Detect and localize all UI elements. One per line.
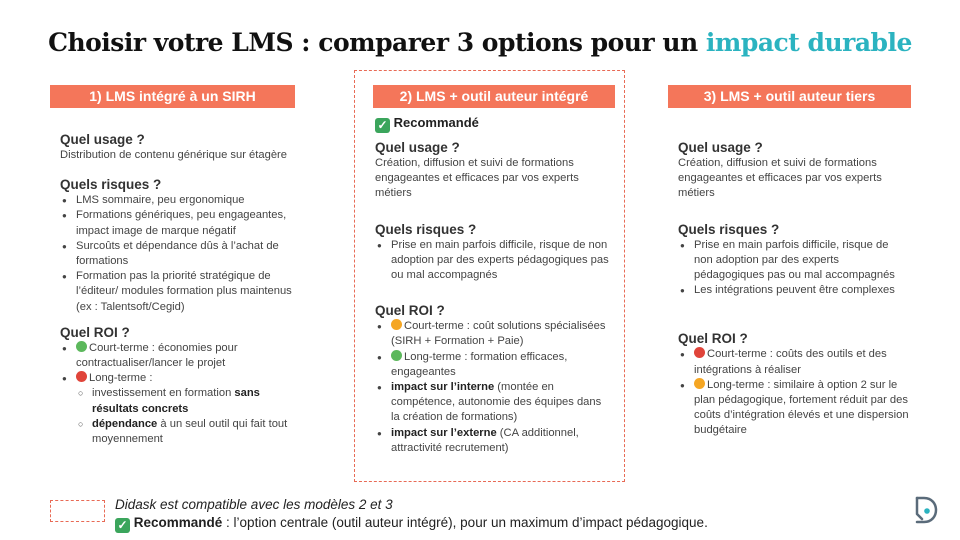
green-circle-icon bbox=[76, 341, 87, 352]
col3-roi-title: Quel ROI ? bbox=[678, 331, 748, 347]
checkmark-icon: ✓ bbox=[375, 118, 390, 133]
title-accent: impact durable bbox=[705, 28, 912, 57]
checkmark-icon: ✓ bbox=[115, 518, 130, 533]
legend-dashed-swatch bbox=[50, 500, 105, 522]
col2-roi-list bbox=[375, 319, 610, 456]
list-item: ● Les intégrations peuvent être complexes bbox=[678, 283, 910, 298]
list-item: ● Prise en main parfois difficile, risque de non adoption par des experts pédagogiques pas ou mal accompagnés bbox=[375, 238, 610, 284]
col3-body bbox=[678, 139, 910, 439]
col1-risks-title: Quels risques ? bbox=[60, 177, 162, 193]
red-circle-icon bbox=[76, 371, 87, 382]
list-item: ● Long-terme : bbox=[60, 371, 295, 386]
col2-roi-title: Quel ROI ? bbox=[375, 303, 445, 319]
red-circle-icon bbox=[694, 347, 705, 358]
list-item: ● LMS sommaire, peu ergonomique bbox=[60, 193, 295, 208]
list-item: ● Long-terme : formation efficaces, engageantes bbox=[375, 350, 610, 380]
col3-usage-text: Création, diffusion et suivi de formations engageantes et efficaces par vos experts métiers bbox=[678, 157, 882, 200]
list-item: ● Long-terme : similaire à option 2 sur le plan pédagogique, fortement réduit par des coûts d’intégration élevés et une dispersion budgétaire bbox=[678, 378, 910, 439]
page-title: Choisir votre LMS : comparer 3 options pour un impact durable bbox=[48, 28, 912, 57]
col1-body bbox=[60, 131, 295, 447]
col1-header: 1) LMS intégré à un SIRH bbox=[50, 85, 295, 108]
list-item: ● Surcoûts et dépendance dûs à l’achat de formations bbox=[60, 239, 295, 269]
footer-compat-note: Didask est compatible avec les modèles 2 et 3 bbox=[115, 497, 393, 512]
col3-usage-title: Quel usage ? bbox=[678, 140, 763, 155]
list-item: ○ investissement en formation sans résultats concrets bbox=[76, 386, 295, 416]
col2-risks-list bbox=[375, 238, 610, 284]
recommended-badge: ✓ Recommandé bbox=[375, 115, 479, 133]
list-item: ● Court-terme : économies pour contractualiser/lancer le projet bbox=[60, 341, 295, 371]
col1-roi-list bbox=[60, 341, 295, 387]
list-item: ● Court-terme : coûts des outils et des intégrations à réaliser bbox=[678, 347, 910, 377]
col1-usage-title: Quel usage ? bbox=[60, 132, 145, 147]
col1-roi-sublist bbox=[60, 386, 295, 447]
col2-header: 2) LMS + outil auteur intégré bbox=[373, 85, 615, 108]
list-item: ● impact sur l’externe (CA additionnel, attractivité recrutement) bbox=[375, 426, 610, 456]
col1-usage-text: Distribution de contenu générique sur étagère bbox=[60, 149, 288, 161]
didask-logo bbox=[912, 495, 938, 525]
list-item: ○ dépendance à un seul outil qui fait tout moyennement bbox=[76, 417, 295, 447]
list-item: ● Formations génériques, peu engageantes, impact image de marque négatif bbox=[60, 208, 295, 238]
col2-body bbox=[375, 139, 610, 456]
col3-roi-list bbox=[678, 347, 910, 438]
list-item: ● Court-terme : coût solutions spécialisées (SIRH + Formation + Paie) bbox=[375, 319, 610, 349]
col2-risks-title: Quels risques ? bbox=[375, 221, 477, 237]
col2-usage-text: Création, diffusion et suivi de formations engageantes et efficaces par vos experts métiers bbox=[375, 157, 579, 200]
orange-circle-icon bbox=[694, 378, 705, 389]
col3-header: 3) LMS + outil auteur tiers bbox=[668, 85, 911, 108]
orange-circle-icon bbox=[391, 319, 402, 330]
list-item: ● Formation pas la priorité stratégique de l’éditeur/ modules formation plus maintenus (ex : Talentsoft/Cegid) bbox=[60, 269, 295, 315]
col1-risks-list bbox=[60, 193, 295, 315]
col3-risks-list bbox=[678, 238, 910, 299]
col2-usage-title: Quel usage ? bbox=[375, 140, 460, 155]
col3-risks-title: Quels risques ? bbox=[678, 221, 780, 237]
list-item: ● Prise en main parfois difficile, risque de non adoption par des experts pédagogiques pas ou mal accompagnés bbox=[678, 238, 910, 284]
list-item: ● impact sur l’interne (montée en compétence, autonomie des équipes dans la création de formations) bbox=[375, 380, 610, 426]
col1-roi-title: Quel ROI ? bbox=[60, 324, 130, 340]
green-circle-icon bbox=[391, 350, 402, 361]
footer-recommendation: ✓ Recommandé : l’option centrale (outil auteur intégré), pour un maximum d’impact pédagogique. bbox=[115, 515, 708, 533]
